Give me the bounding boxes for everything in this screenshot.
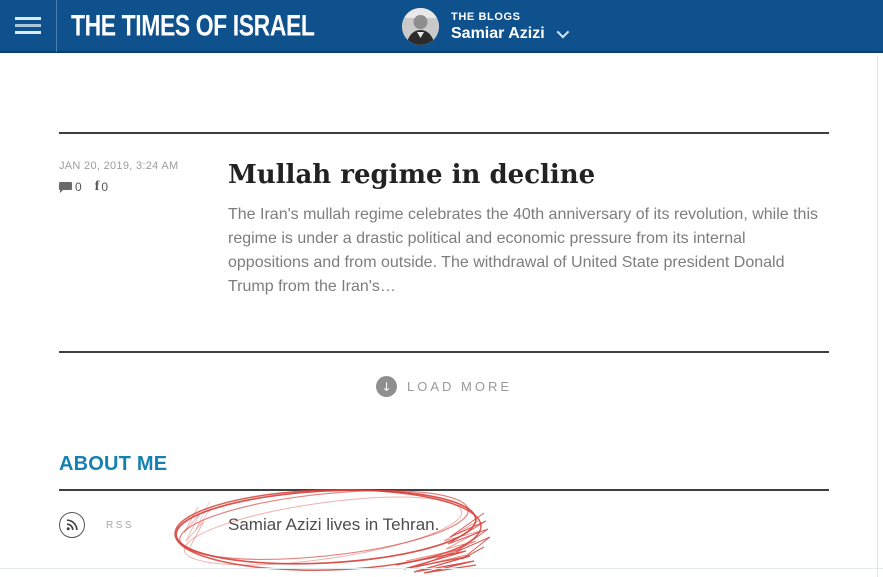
user-name: Samiar Azizi	[451, 24, 545, 42]
top-navbar	[0, 0, 883, 53]
post-title-link[interactable]: Mullah regime in decline	[228, 160, 596, 190]
content-column	[59, 55, 829, 538]
chevron-down-icon[interactable]	[556, 26, 569, 39]
divider	[59, 351, 829, 353]
post-meta	[59, 160, 228, 299]
blog-user-menu[interactable]	[402, 0, 566, 53]
load-more-label: LOAD MORE	[406, 379, 512, 394]
load-more-button[interactable]	[59, 376, 829, 397]
page-edge-line	[877, 55, 878, 577]
user-meta	[451, 11, 566, 43]
load-more-arrow-icon: ↓	[376, 376, 397, 397]
blog-post-entry	[59, 160, 829, 299]
blogs-label: THE BLOGS	[451, 10, 521, 23]
rss-label: RSS	[106, 519, 135, 531]
site-logo[interactable]: THE TIMES OF ISRAEL	[71, 8, 315, 42]
facebook-count: 0	[101, 180, 109, 194]
post-counts	[59, 180, 228, 194]
comments-icon	[59, 182, 72, 193]
about-me-heading: ABOUT ME	[59, 453, 168, 475]
post-body	[228, 160, 829, 299]
rss-icon[interactable]	[59, 512, 85, 538]
post-date: JAN 20, 2019, 3:24 AM	[59, 160, 179, 172]
divider	[59, 489, 829, 491]
facebook-icon: f	[94, 179, 100, 194]
comments-count: 0	[75, 180, 82, 194]
divider	[59, 132, 829, 134]
about-me-section	[59, 512, 829, 538]
section-divider-faint	[0, 568, 883, 569]
avatar	[402, 8, 439, 45]
hamburger-menu-icon[interactable]	[0, 0, 57, 52]
bio-text: Samiar Azizi lives in Tehran.	[228, 515, 440, 534]
post-excerpt: The Iran's mullah regime celebrates the 40th anniversary of its revolution, while this regime is under a drastic political and economic pressure from its internal oppositions and from outside. The withdrawal of United State president Donald Trump from the Iran's…	[228, 206, 819, 295]
rss-block	[59, 512, 228, 538]
